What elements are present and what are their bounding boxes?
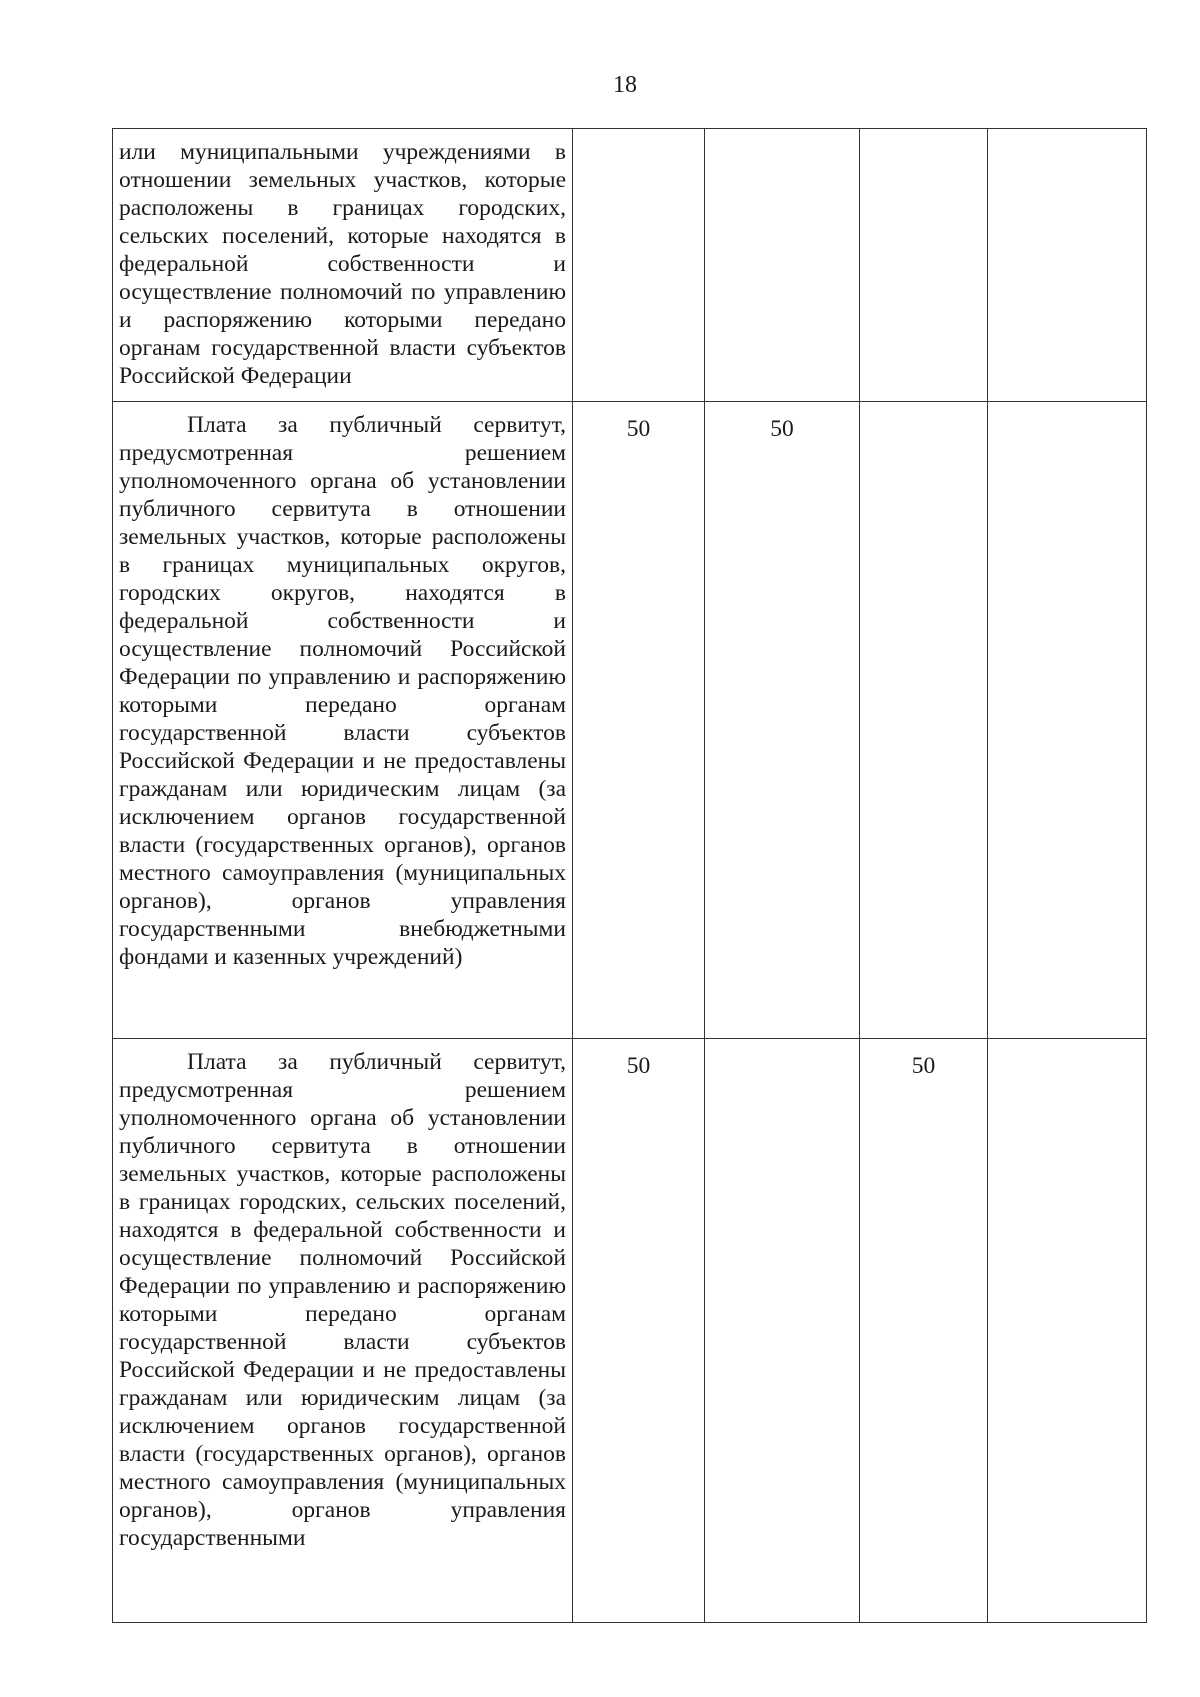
page-number: 18	[613, 72, 637, 98]
value-cell-col4	[988, 1039, 1147, 1623]
value-cell-col4	[988, 402, 1147, 1039]
value-cell-col3: 50	[860, 1039, 988, 1623]
value-cell-col2	[705, 129, 860, 402]
value-cell-col3	[860, 402, 988, 1039]
value-cell-col2: 50	[705, 402, 860, 1039]
income-description-text: Плата за публичный сервитут, предусмотренная решением уполномоченного органа об установлении публичного сервитута в отношении земельных участков, которые расположены в границах городских, сельских поселений, находятся в федеральной собственности и осуществление полномочий Российской Федерации по управлению и распоряжению которыми передано органам государственной власти субъектов Российской Федерации и не предоставлены гражданам или юридическим лицам (за исключением органов государственной власти (государственных органов), органов местного самоуправления (муниципальных органов), органов управления государственными	[119, 1049, 566, 1551]
value-cell-col3	[860, 129, 988, 402]
income-description-text: Плата за публичный сервитут, предусмотренная решением уполномоченного органа об установлении публичного сервитута в отношении земельных участков, которые расположены в границах муниципальных округов, городских округов, находятся в федеральной собственности и осуществление полномочий Российской Федерации по управлению и распоряжению которыми передано органам государственной власти субъектов Российской Федерации и не предоставлены гражданам или юридическим лицам (за исключением органов государственной власти (государственных органов), органов местного самоуправления (муниципальных органов), органов управления государственными внебюджетными фондами и казенных учреждений)	[119, 412, 566, 970]
value-cell-col4	[988, 129, 1147, 402]
table-row	[113, 402, 1147, 1039]
value-cell-col1: 50	[573, 402, 705, 1039]
value-cell-col1: 50	[573, 1039, 705, 1623]
table-row	[113, 129, 1147, 402]
budget-norms-table	[112, 128, 1147, 1623]
table-row	[113, 1039, 1147, 1623]
value-cell-col1	[573, 129, 705, 402]
income-description-cell	[113, 129, 573, 402]
income-description-cell	[113, 1039, 573, 1623]
income-description-cell	[113, 402, 573, 1039]
value-cell-col2	[705, 1039, 860, 1623]
income-description-text: или муниципальными учреждениями в отношении земельных участков, которые расположены в границах городских, сельских поселений, которые находятся в федеральной собственности и осуществление полномочий по управлению и распоряжению которыми передано органам государственной власти субъектов Российской Федерации	[119, 139, 566, 389]
